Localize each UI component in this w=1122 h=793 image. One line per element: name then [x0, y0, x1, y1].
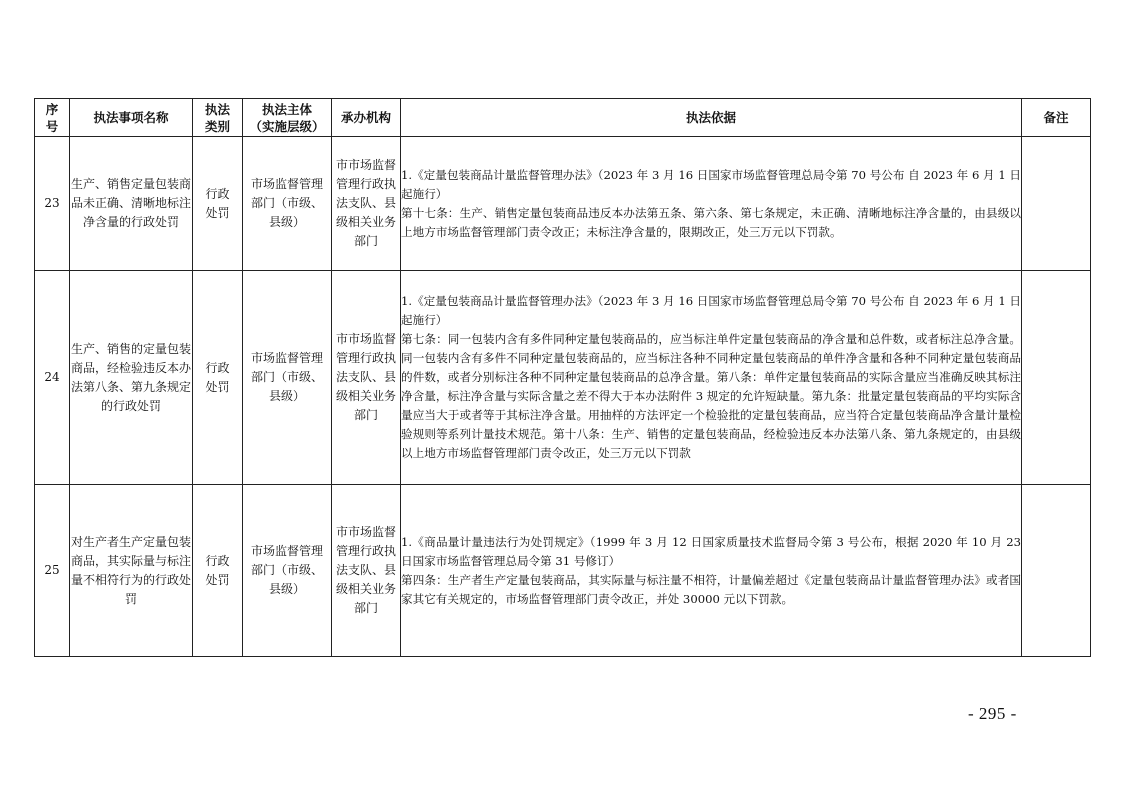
header-subject-line2: （实施层级） — [249, 118, 325, 134]
basis-law: 1.《商品量计量违法行为处罚规定》（1999 年 3 月 12 日国家质量技术监督局令第 3 号公布，根据 2020 年 10 月 23 日国家市场监督管理总局令第 31 号修订） — [401, 534, 1021, 568]
header-basis: 执法依据 — [401, 99, 1022, 137]
header-seq: 序号 — [35, 99, 70, 137]
row-subject: 市场监督管理部门（市级、县级） — [243, 271, 332, 485]
table-row — [35, 137, 1091, 271]
row-basis — [401, 271, 1022, 485]
row-seq: 24 — [35, 271, 70, 485]
enforcement-items-table — [34, 98, 1091, 657]
row-item-name: 生产、销售定量包装商品未正确、清晰地标注净含量的行政处罚 — [70, 137, 193, 271]
row-agency: 市市场监督管理行政执法支队、县级相关业务部门 — [332, 485, 401, 657]
basis-law: 1.《定量包装商品计量监督管理办法》（2023 年 3 月 16 日国家市场监督管理总局令第 70 号公布 自 2023 年 6 月 1 日起施行） — [401, 167, 1021, 201]
row-agency: 市市场监督管理行政执法支队、县级相关业务部门 — [332, 271, 401, 485]
row-basis — [401, 137, 1022, 271]
header-subject — [243, 99, 332, 137]
row-agency: 市市场监督管理行政执法支队、县级相关业务部门 — [332, 137, 401, 271]
row-seq: 23 — [35, 137, 70, 271]
row-remark — [1022, 485, 1091, 657]
page-number: - 295 - — [968, 704, 1017, 723]
header-item-name: 执法事项名称 — [70, 99, 193, 137]
header-category: 执法类别 — [193, 99, 243, 137]
header-subject-line1: 执法主体 — [261, 101, 312, 117]
row-subject: 市场监督管理部门（市级、县级） — [243, 137, 332, 271]
basis-article: 第十七条：生产、销售定量包装商品违反本办法第五条、第六条、第七条规定，未正确、清晰地标注净含量的，由县级以上地方市场监督管理部门责令改正；未标注净含量的，限期改正，处三万元以下罚款。 — [401, 205, 1021, 239]
row-item-name: 对生产者生产定量包装商品，其实际量与标注量不相符行为的行政处罚 — [70, 485, 193, 657]
row-category: 行政处罚 — [193, 137, 243, 271]
row-remark — [1022, 137, 1091, 271]
row-basis — [401, 485, 1022, 657]
row-item-name: 生产、销售的定量包装商品，经检验违反本办法第八条、第九条规定的行政处罚 — [70, 271, 193, 485]
row-remark — [1022, 271, 1091, 485]
table-header-row — [35, 99, 1091, 137]
table-row — [35, 485, 1091, 657]
basis-article: 第七条：同一包装内含有多件同种定量包装商品的，应当标注单件定量包装商品的净含量和总件数，或者标注总净含量。同一包装内含有多件不同种定量包装商品的，应当标注各种不同种定量包装商品的单件净含量和各种不同种定量包装商品的件数，或者分别标注各种不同种定量包装商品的总净含量。第八条：单件定量包装商品的实际含量应当准确反映其标注净含量，标注净含量与实际含量之差不得大于本办法附件 3 规定的允许短缺量。第九条：批量定量包装商品的平均实际含量应当大于或者等于其标注净含量。用抽样的方法评定一个检验批的定量包装商品，应当符合定量包装商品净含量计量检验规则等系列计量技术规范。第十八条：生产、销售的定量包装商品，经检验违反本办法第八条、第九条规定的，由县级以上地方市场监督管理部门责令改正，处三万元以下罚款 — [401, 332, 1021, 460]
header-remark: 备注 — [1022, 99, 1091, 137]
row-seq: 25 — [35, 485, 70, 657]
row-category: 行政处罚 — [193, 271, 243, 485]
header-agency: 承办机构 — [332, 99, 401, 137]
row-subject: 市场监督管理部门（市级、县级） — [243, 485, 332, 657]
basis-law: 1.《定量包装商品计量监督管理办法》（2023 年 3 月 16 日国家市场监督管理总局令第 70 号公布 自 2023 年 6 月 1 日起施行） — [401, 294, 1021, 327]
row-category: 行政处罚 — [193, 485, 243, 657]
basis-article: 第四条：生产者生产定量包装商品，其实际量与标注量不相符，计量偏差超过《定量包装商品计量监督管理办法》或者国家其它有关规定的，市场监督管理部门责令改正，并处 30000 元以下罚款。 — [401, 572, 1021, 606]
table-row — [35, 271, 1091, 485]
